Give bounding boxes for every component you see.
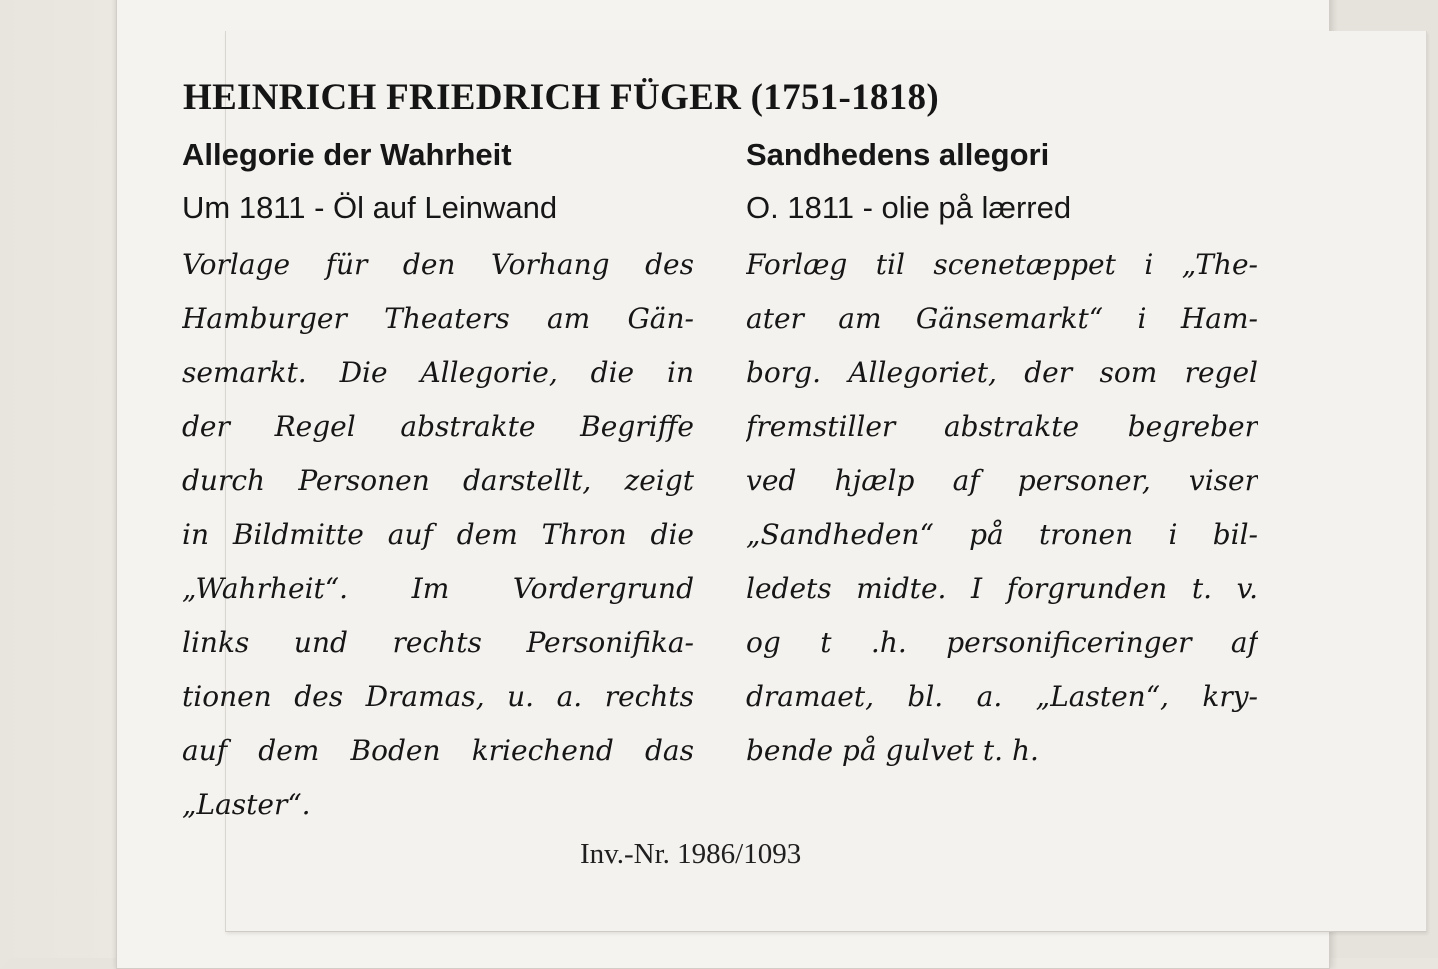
danish-line: og t .h. personificeringer af: [746, 626, 1258, 659]
danish-title: Sandhedens allegori: [746, 137, 1050, 172]
german-line: „Laster“.: [182, 788, 311, 821]
german-description: [182, 238, 694, 832]
danish-line: ledets midte. I forgrunden t. v.: [746, 572, 1258, 605]
danish-line: „Sandheden“ på tronen i bil-: [746, 518, 1258, 551]
german-line: der Regel abstrakte Begriffe: [182, 410, 694, 443]
german-meta: Um 1811 - Öl auf Leinwand: [182, 190, 558, 225]
danish-column: [746, 134, 1258, 778]
inventory-number: Inv.-Nr. 1986/1093: [580, 838, 802, 870]
german-line: in Bildmitte auf dem Thron die: [182, 518, 694, 551]
german-line: Vorlage für den Vorhang des: [182, 248, 694, 281]
german-line: links und rechts Personifika-: [182, 626, 694, 659]
danish-line: borg. Allegoriet, der som regel: [746, 356, 1258, 389]
danish-meta: O. 1811 - olie på lærred: [746, 190, 1072, 225]
german-line: auf dem Boden kriechend das: [182, 734, 694, 767]
danish-line: bende på gulvet t. h.: [746, 734, 1039, 767]
german-column: [182, 134, 694, 832]
german-line: Hamburger Theaters am Gän-: [182, 302, 694, 335]
danish-line: fremstiller abstrakte begreber: [746, 410, 1258, 443]
german-line: semarkt. Die Allegorie, die in: [182, 356, 694, 389]
danish-line: ater am Gänsemarkt“ i Ham-: [746, 302, 1258, 335]
danish-line: ved hjælp af personer, viser: [746, 464, 1258, 497]
german-title: Allegorie der Wahrheit: [182, 137, 512, 172]
german-line: tionen des Dramas, u. a. rechts: [182, 680, 694, 713]
danish-line: Forlæg til scenetæppet i „The-: [746, 248, 1258, 281]
german-line: durch Personen darstellt, zeigt: [182, 464, 694, 497]
artist-heading: HEINRICH FRIEDRICH FÜGER (1751-1818): [183, 77, 939, 118]
german-line: „Wahrheit“. Im Vordergrund: [182, 572, 694, 605]
wall-left: [0, 0, 118, 958]
danish-description: [746, 238, 1258, 778]
danish-line: dramaet, bl. a. „Lasten“, kry-: [746, 680, 1258, 713]
